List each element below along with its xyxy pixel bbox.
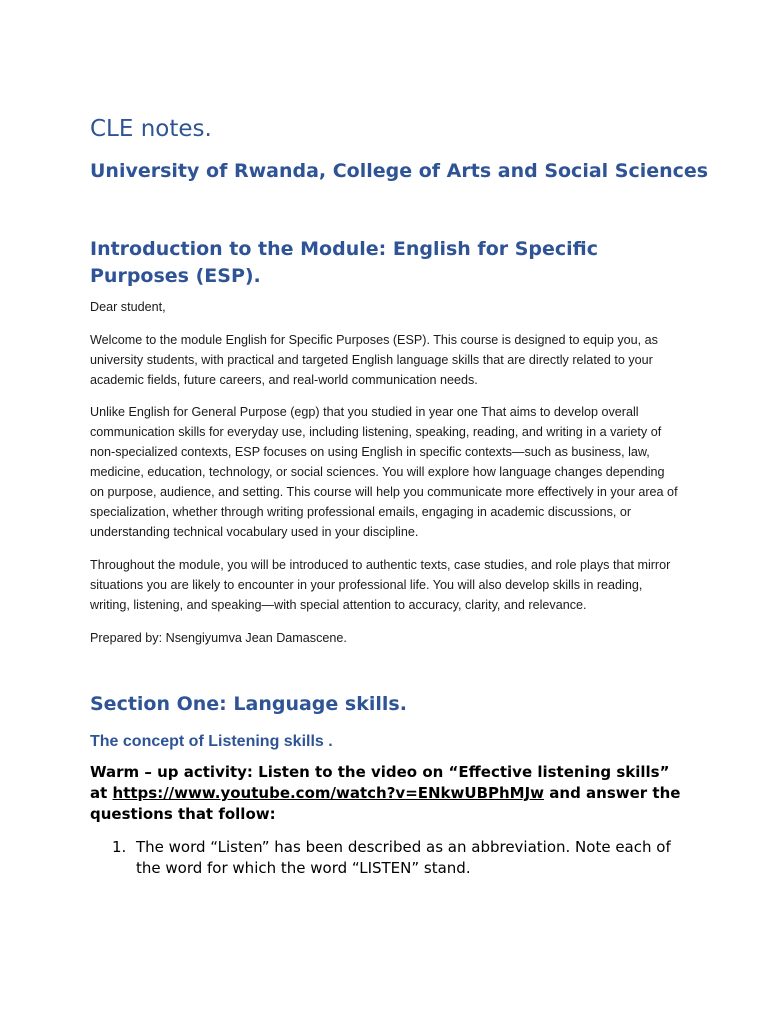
warmup-prefix: Warm – up activity: Listen to the video on “Effective listening skills” at xyxy=(90,763,670,802)
list-item xyxy=(90,837,684,879)
warmup-activity xyxy=(90,762,684,825)
prepared-by: Prepared by: Nsengiyumva Jean Damascene. xyxy=(90,631,347,645)
institution-subtitle: University of Rwanda, College of Arts and Social Sciences xyxy=(90,160,709,182)
document-title: CLE notes. xyxy=(90,116,212,142)
question-number: 1. xyxy=(112,838,127,856)
intro-paragraph-3: Throughout the module, you will be introduced to authentic texts, case studies, and role plays that mirror situations you are likely to encounter in your professional life. You will also develop skills in reading, writing, listening, and speaking—with special attention to accuracy, clarity, and relevance. xyxy=(90,558,671,612)
section-heading: Section One: Language skills. xyxy=(90,693,407,715)
intro-heading: Introduction to the Module: English for Specific Purposes (ESP). xyxy=(90,238,599,287)
question-text: The word “Listen” has been described as an abbreviation. Note each of the word for which the word “LISTEN” stand. xyxy=(136,838,671,877)
intro-paragraph-2: Unlike English for General Purpose (egp) that you studied in year one That aims to develop overall communication skills for everyday use, including listening, speaking, reading, and writing in a variety of non-specialized contexts, ESP focuses on using English in specific contexts—such as business, law, medicine, education, technology, or social sciences. You will explore how language changes depending on purpose, audience, and setting. This course will help you communicate more effectively in your area of specialization, whether through writing professional emails, engaging in academic discussions, or understanding technical vocabulary used in your discipline. xyxy=(90,405,678,539)
video-link[interactable]: https://www.youtube.com/watch?v=ENkwUBPhMJw xyxy=(112,784,545,802)
questions-list xyxy=(90,837,684,879)
intro-paragraph-1: Welcome to the module English for Specific Purposes (ESP). This course is designed to equip you, as university students, with practical and targeted English language skills that are directly related to your academic fields, future careers, and real-world communication needs. xyxy=(90,333,658,387)
warmup-suffix: and answer the questions that follow: xyxy=(90,784,681,823)
concept-heading: The concept of Listening skills . xyxy=(90,733,333,750)
greeting: Dear student, xyxy=(90,300,166,314)
